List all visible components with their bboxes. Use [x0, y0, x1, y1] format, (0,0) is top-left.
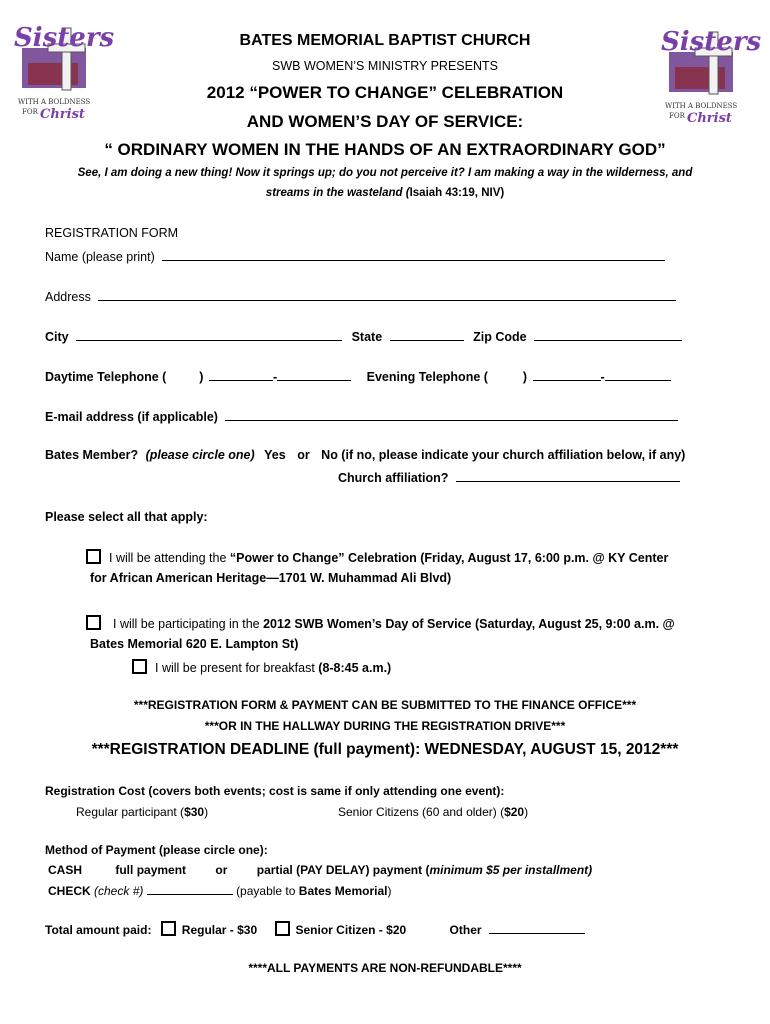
- celebration-checkbox[interactable]: [86, 549, 101, 564]
- evening-phone-label: Evening Telephone (: [366, 370, 488, 384]
- svg-text:FOR: FOR: [22, 108, 38, 116]
- option-celebration-text: I will be attending the: [109, 551, 230, 565]
- option-day-of-service-location: Bates Memorial 620 E. Lampton St): [90, 637, 299, 651]
- state-field[interactable]: [390, 328, 464, 341]
- member-no-option[interactable]: No (if no, please indicate your church affiliation below, if any): [321, 448, 686, 462]
- option-celebration-location: for African American Heritage—1701 W. Muhammad Ali Blvd): [90, 571, 452, 585]
- state-label: State: [351, 330, 383, 344]
- daytime-number-field[interactable]: [277, 368, 351, 381]
- full-payment-option[interactable]: full payment: [115, 863, 187, 877]
- senior-total-checkbox[interactable]: [275, 921, 290, 936]
- select-label: Please select all that apply:: [45, 510, 208, 524]
- cost-heading: Registration Cost (covers both events; cost is same if only attending one event):: [45, 784, 505, 798]
- option-breakfast: [132, 659, 391, 675]
- evening-dash: -: [600, 370, 605, 384]
- payment-options-row: [48, 863, 592, 877]
- evening-paren: ): [522, 370, 528, 384]
- payable-name: Bates Memorial: [298, 884, 388, 898]
- total-row: [45, 921, 585, 937]
- name-label: Name (please print): [45, 250, 155, 264]
- event-theme: “ ORDINARY WOMEN IN THE HANDS OF AN EXTRAORDINARY GOD”: [104, 140, 666, 159]
- svg-text:Sisters: Sisters: [661, 27, 762, 57]
- cash-option[interactable]: CASH: [48, 863, 83, 877]
- affiliation-row: [338, 469, 680, 485]
- check-row: CHECK (check #) (payable to Bates Memorial): [48, 884, 392, 898]
- member-label: Bates Member?: [45, 448, 139, 462]
- senior-total-label: Senior Citizen - $20: [295, 923, 407, 937]
- member-row: [45, 448, 685, 462]
- day-of-service-checkbox[interactable]: [86, 615, 101, 630]
- daytime-paren: ): [199, 370, 204, 384]
- svg-text:WITH A BOLDNESS: WITH A BOLDNESS: [665, 102, 738, 110]
- breakfast-checkbox[interactable]: [132, 659, 147, 674]
- regular-total-checkbox[interactable]: [161, 921, 176, 936]
- other-total-label: Other: [449, 923, 482, 937]
- payment-heading: Method of Payment (please circle one):: [45, 843, 268, 857]
- affiliation-label: Church affiliation?: [338, 471, 449, 485]
- option-day-of-service: [86, 615, 675, 631]
- church-name: BATES MEMORIAL BAPTIST CHURCH: [239, 32, 531, 49]
- regular-total-label: Regular - $30: [181, 923, 258, 937]
- presents-line: SWB WOMEN’S MINISTRY PRESENTS: [272, 59, 498, 73]
- email-field[interactable]: [225, 408, 678, 421]
- affiliation-field[interactable]: [456, 469, 680, 482]
- check-option[interactable]: CHECK: [48, 884, 91, 898]
- daytime-dash: -: [272, 370, 278, 384]
- email-row: [45, 408, 678, 424]
- evening-prefix-field[interactable]: [533, 368, 601, 381]
- daytime-phone-label: Daytime Telephone (: [45, 370, 167, 384]
- submit-notice-2: ***OR IN THE HALLWAY DURING THE REGISTRATION DRIVE***: [204, 719, 566, 733]
- daytime-prefix-field[interactable]: [209, 368, 273, 381]
- other-total-field[interactable]: [489, 921, 585, 934]
- svg-text:WITH A BOLDNESS: WITH A BOLDNESS: [18, 98, 91, 106]
- option-day-of-service-detail: 2012 SWB Women’s Day of Service (Saturday, August 25, 9:00 a.m. @: [263, 617, 675, 631]
- address-label: Address: [45, 290, 91, 304]
- address-field[interactable]: [98, 288, 676, 301]
- option-celebration-detail: “Power to Change” Celebration (Friday, August 17, 6:00 p.m. @ KY Center: [229, 551, 669, 565]
- city-field[interactable]: [76, 328, 342, 341]
- check-number-label: (check #): [94, 884, 144, 898]
- evening-number-field[interactable]: [605, 368, 671, 381]
- senior-cost: Senior Citizens (60 and older) ($20): [338, 805, 529, 819]
- option-day-of-service-text: I will be participating in the: [113, 617, 264, 631]
- event-title-1: 2012 “POWER TO CHANGE” CELEBRATION: [206, 83, 564, 102]
- payment-or: or: [215, 863, 228, 877]
- svg-text:Sisters: Sisters: [14, 23, 115, 53]
- member-yes-option[interactable]: Yes: [264, 448, 286, 462]
- email-label: E-mail address (if applicable): [45, 410, 218, 424]
- zip-field[interactable]: [534, 328, 682, 341]
- partial-payment-option[interactable]: partial (PAY DELAY) payment (minimum $5 per installment): [256, 863, 593, 877]
- member-instruction: (please circle one): [145, 448, 255, 462]
- zip-label: Zip Code: [473, 330, 527, 344]
- svg-text:Christ: Christ: [40, 107, 85, 122]
- option-celebration: [86, 549, 668, 565]
- address-row: [45, 288, 676, 304]
- registration-deadline: ***REGISTRATION DEADLINE (full payment): WEDNESDAY, AUGUST 15, 2012***: [91, 741, 679, 758]
- total-label: Total amount paid:: [45, 923, 152, 937]
- scripture-verse-line-2: streams in the wasteland (Isaiah 43:19, NIV): [265, 187, 505, 199]
- name-row: [45, 248, 665, 264]
- member-or: or: [297, 448, 310, 462]
- option-breakfast-text: I will be present for breakfast: [155, 661, 319, 675]
- regular-cost: Regular participant ($30): [76, 805, 209, 819]
- form-heading: REGISTRATION FORM: [45, 226, 179, 240]
- submit-notice-1: ***REGISTRATION FORM & PAYMENT CAN BE SUBMITTED TO THE FINANCE OFFICE***: [133, 698, 637, 712]
- phone-row: [45, 368, 671, 384]
- svg-text:Christ: Christ: [687, 111, 732, 126]
- city-row: [45, 328, 682, 344]
- option-breakfast-time: (8-8:45 a.m.): [318, 661, 392, 675]
- city-label: City: [45, 330, 69, 344]
- event-title-2: AND WOMEN’S DAY OF SERVICE:: [246, 112, 524, 131]
- name-field[interactable]: [162, 248, 665, 261]
- scripture-verse-line-1: See, I am doing a new thing! Now it springs up; do you not perceive it? I am making a way in the wilderness, and: [77, 167, 693, 179]
- payable-text: (payable to: [236, 884, 299, 898]
- refund-notice: ****ALL PAYMENTS ARE NON-REFUNDABLE****: [248, 961, 522, 975]
- svg-text:FOR: FOR: [669, 112, 685, 120]
- check-number-field[interactable]: [147, 882, 233, 895]
